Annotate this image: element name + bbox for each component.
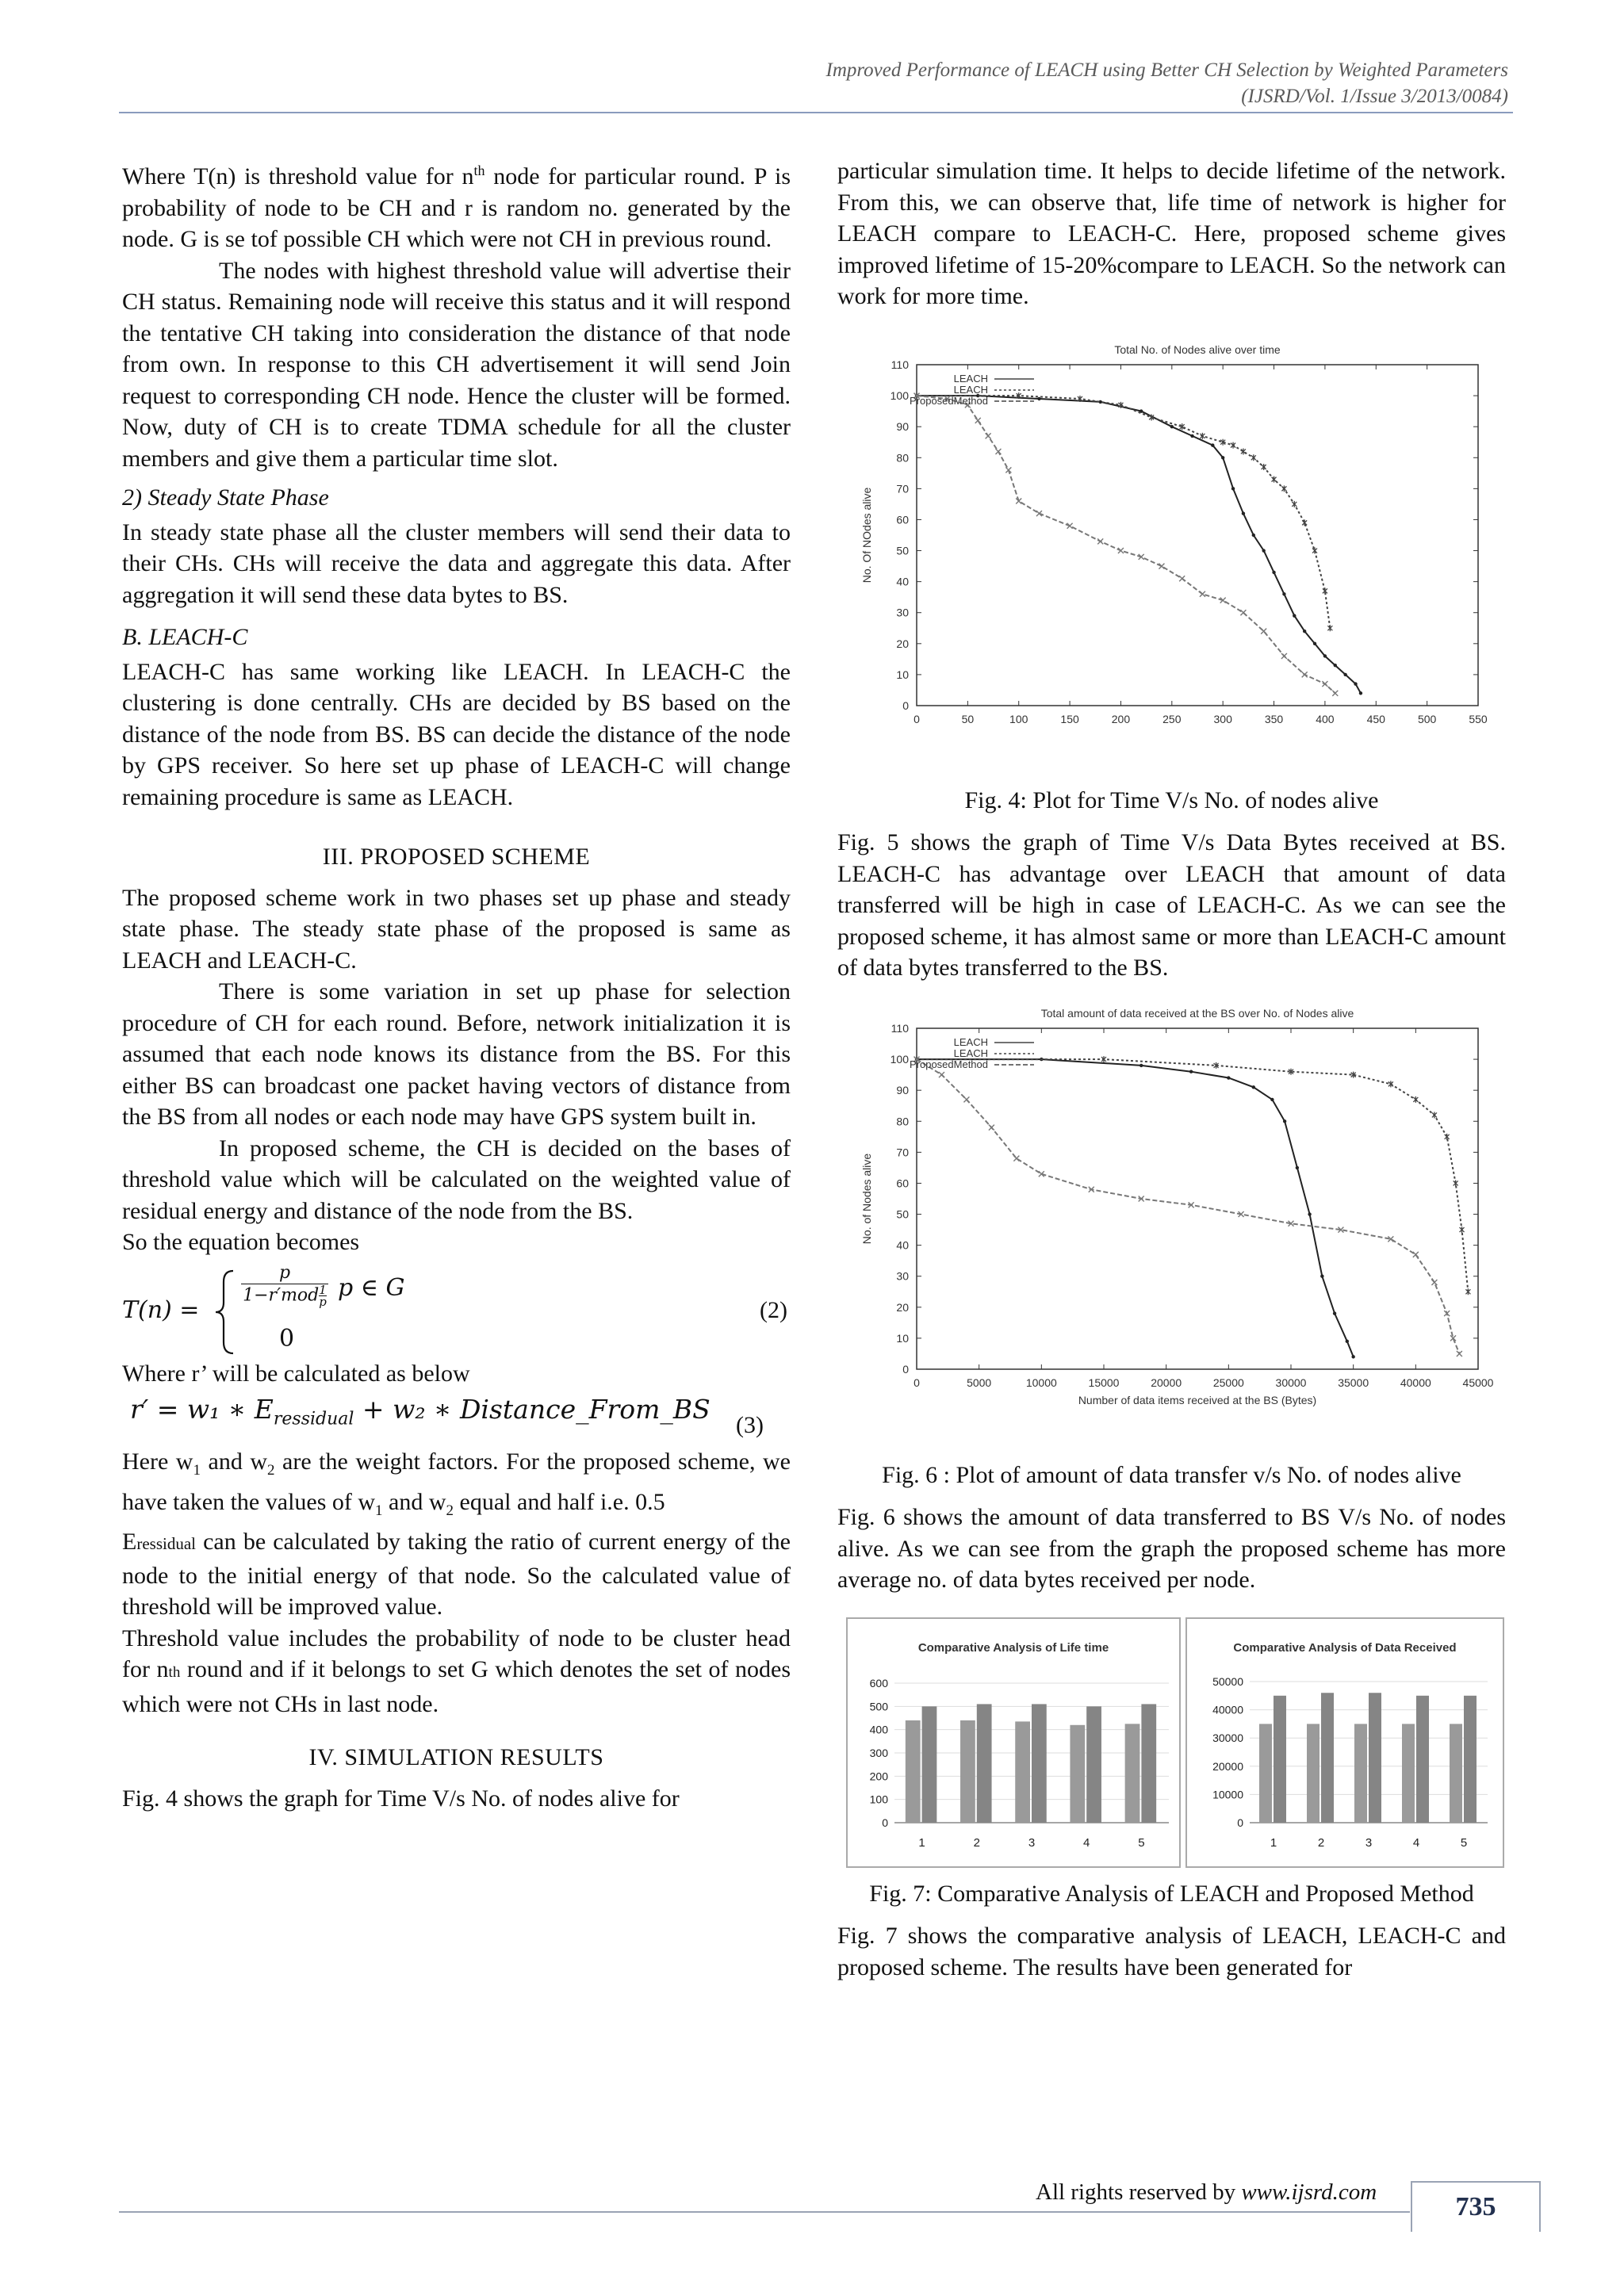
- data-point: [1296, 1165, 1299, 1169]
- data-point: [1334, 663, 1337, 666]
- y-tick-label: 50000: [1212, 1674, 1243, 1688]
- y-tick-label: 70: [896, 1145, 909, 1158]
- x-tick-label: 100: [1009, 712, 1028, 725]
- data-point: [1240, 610, 1246, 615]
- figure-4-line-chart: [837, 333, 1506, 777]
- paragraph: Eressidual can be calculated by taking the ratio of current energy of the node to the initial energy of that node. So the calculated value of threshold will be improved value.: [122, 1529, 791, 1620]
- x-tick-label: 35000: [1338, 1376, 1369, 1389]
- y-tick-label: 0: [902, 1362, 909, 1376]
- brace-icon: [214, 1268, 238, 1357]
- y-tick-label: 20: [896, 637, 909, 650]
- bar-proposed: [1032, 1704, 1047, 1823]
- data-point: [1445, 1133, 1450, 1139]
- bar-proposed: [1086, 1706, 1101, 1823]
- footer-rule: [119, 2211, 1410, 2213]
- data-point: [986, 433, 991, 438]
- chart-title: Comparative Analysis of Data Received: [1233, 1640, 1457, 1655]
- x-tick-label: 5: [1138, 1835, 1145, 1850]
- x-tick-label: 450: [1366, 712, 1385, 725]
- data-point: [1320, 1274, 1323, 1277]
- figure-7-bar-charts: [837, 1615, 1506, 1870]
- bar-proposed: [1464, 1695, 1477, 1822]
- data-point: [1359, 691, 1362, 695]
- data-point: [1189, 1070, 1193, 1073]
- header-issue: (IJSRD/Vol. 1/Issue 3/2013/0084): [1241, 86, 1508, 107]
- y-axis-label: No. Of NOdes alive: [860, 487, 873, 583]
- y-tick-label: 600: [869, 1676, 888, 1689]
- page-number: 735: [1411, 2181, 1541, 2232]
- data-point: [1322, 681, 1327, 687]
- equation-2: T(n) = p 1−r′mod $\frac{1}{p}$ p ∈ G 0 (2): [122, 1263, 791, 1357]
- y-tick-label: 0: [882, 1816, 888, 1829]
- y-tick-label: 40: [896, 575, 909, 588]
- y-tick-label: 30: [896, 606, 909, 619]
- data-point: [1118, 548, 1124, 553]
- data-point: [1200, 591, 1205, 596]
- series-line-leach: [917, 1059, 1468, 1292]
- paragraph: In proposed scheme, the CH is decided on the bases of threshold value which will be calculated on the weighted value of residual energy and distance of the node from the BS.: [122, 1135, 791, 1224]
- paragraph: Where r’ will be calculated as below: [122, 1360, 470, 1387]
- x-tick-label: 1: [918, 1835, 925, 1850]
- y-tick-label: 20000: [1212, 1759, 1243, 1773]
- data-point: [1262, 549, 1265, 552]
- series-line-leach: [917, 1059, 1354, 1357]
- paragraph: In steady state phase all the cluster members will send their data to their CHs. CHs will receive the data and aggregate this data. After aggregation it will send these data bytes to BS.: [122, 519, 791, 608]
- y-tick-label: 50: [896, 544, 909, 557]
- bar-leach: [960, 1720, 975, 1822]
- data-point: [1252, 533, 1255, 536]
- y-tick-label: 500: [869, 1699, 888, 1712]
- bar-leach: [906, 1720, 921, 1822]
- data-point: [989, 1124, 994, 1130]
- y-tick-label: 10000: [1212, 1787, 1243, 1800]
- x-tick-label: 40000: [1400, 1376, 1431, 1389]
- equation-3: r′ = w₁ ∗ $E_{ressidual} + w_2$ ∗ Distance_From_BS (3): [122, 1394, 791, 1445]
- y-tick-label: 50: [896, 1207, 909, 1221]
- paragraph: Where T(n) is threshold value for $n^{th}$ node for particular round. P is probability of node to be CH and r is random no. generated by the node. G is se tof possible CH which were not CH in previous round.: [122, 163, 791, 252]
- data-point: [1283, 1119, 1286, 1123]
- y-tick-label: 10: [896, 1331, 909, 1345]
- y-tick-label: 100: [890, 388, 909, 402]
- data-point: [1460, 1226, 1465, 1233]
- y-tick-label: 400: [869, 1723, 888, 1736]
- x-tick-label: 0: [914, 1376, 920, 1389]
- y-tick-label: 20: [896, 1300, 909, 1314]
- data-point: [1221, 456, 1224, 459]
- x-tick-label: 3: [1028, 1835, 1036, 1850]
- data-point: [1139, 1063, 1143, 1066]
- paragraph: There is some variation in set up phase for selection procedure of CH for each round. Before, network initialization it is assumed that each node knows its distance from the BS. For this either BS can broadcast one packet having vectors of distance from the BS from all nodes or each node may have GPS system built in.: [122, 978, 791, 1130]
- paragraph: Fig. 7 shows the comparative analysis of LEACH, LEACH-C and proposed scheme. The results have been generated for: [837, 1923, 1506, 1980]
- y-axis-label: No. of Nodes alive: [860, 1153, 873, 1244]
- x-tick-label: 2: [973, 1835, 980, 1850]
- x-tick-label: 5000: [967, 1376, 992, 1389]
- data-point: [1323, 654, 1327, 657]
- plot-frame: [917, 1028, 1478, 1369]
- data-point: [1327, 625, 1332, 631]
- data-point: [1354, 682, 1357, 685]
- data-point: [1262, 464, 1266, 470]
- section-heading-simulation: IV. SIMULATION RESULTS: [308, 1744, 604, 1770]
- equation-number: (3): [736, 1412, 764, 1438]
- data-point: [1252, 1085, 1255, 1089]
- chart-title: Comparative Analysis of Life time: [917, 1640, 1109, 1655]
- x-tick-label: 250: [1162, 712, 1182, 725]
- data-point: [1308, 1212, 1311, 1215]
- data-point: [1333, 1311, 1336, 1314]
- legend-label: ProposedMethod: [909, 394, 988, 407]
- y-tick-label: 30000: [1212, 1731, 1243, 1744]
- bar-leach: [1259, 1724, 1272, 1823]
- x-tick-label: 10000: [1025, 1376, 1057, 1389]
- figure-6: [837, 997, 1506, 1441]
- paragraph: Fig. 4 shows the graph for Time V/s No. of nodes alive for: [122, 1785, 680, 1812]
- legend-label: LEACH: [953, 1035, 988, 1048]
- data-point: [1211, 443, 1214, 446]
- y-tick-label: 90: [896, 1083, 909, 1096]
- series-line-proposedmethod: [917, 396, 1335, 693]
- running-header: [826, 57, 1509, 109]
- subheading-leach-c: B. LEACH-C: [122, 624, 248, 650]
- y-tick-label: 90: [896, 419, 909, 433]
- y-tick-label: 60: [896, 512, 909, 526]
- data-point: [1282, 592, 1285, 595]
- subheading-steady-state: 2) Steady State Phase: [122, 484, 329, 511]
- data-point: [1281, 485, 1286, 492]
- figure-4-caption: Fig. 4: Plot for Time V/s No. of nodes alive: [964, 786, 1379, 813]
- footer-url[interactable]: www.ijsrd.com: [1241, 2179, 1377, 2205]
- paragraph: Fig. 5 shows the graph of Time V/s Data Bytes received at BS. LEACH-C has advantage over LEACH that amount of data transferred will be high in case of LEACH-C. As we can see the proposed scheme, it has almost same or more than LEACH-C amount of data bytes transferred to the BS.: [837, 829, 1506, 981]
- data-point: [1227, 1076, 1230, 1079]
- y-tick-label: 100: [869, 1793, 888, 1806]
- left-column: [122, 155, 791, 1814]
- figure-7: [837, 1615, 1506, 1870]
- figure-6-line-chart: [837, 997, 1506, 1441]
- data-point: [1323, 587, 1327, 594]
- x-tick-label: 4: [1412, 1835, 1420, 1850]
- figure-6-caption: Fig. 6 : Plot of amount of data transfer v/s No. of nodes alive: [882, 1461, 1461, 1488]
- header-title: Improved Performance of LEACH using Better CH Selection by Weighted Parameters: [825, 59, 1508, 81]
- x-tick-label: 0: [914, 712, 920, 725]
- paragraph: particular simulation time. It helps to decide lifetime of the network. From this, we can observe that, life time of network is higher for LEACH compare to LEACH-C. Here, proposed scheme gives improved lifetime of 15-20%compare to LEACH. So the network can work for more time.: [837, 158, 1506, 309]
- data-point: [1241, 448, 1246, 454]
- series-line-leach: [917, 396, 1330, 628]
- legend-label: LEACH: [953, 1047, 988, 1059]
- y-tick-label: 100: [890, 1052, 909, 1066]
- y-tick-label: 80: [896, 1114, 909, 1127]
- y-tick-label: 0: [1237, 1816, 1243, 1829]
- data-point: [1413, 1251, 1419, 1257]
- plot-frame: [917, 365, 1478, 706]
- y-tick-label: 40000: [1212, 1703, 1243, 1716]
- data-point: [1272, 570, 1275, 573]
- figure-4: [837, 333, 1506, 777]
- y-tick-label: 70: [896, 481, 909, 495]
- footer-rights: All rights reserved by www.ijsrd.com: [1036, 2179, 1377, 2205]
- data-point: [1292, 500, 1297, 507]
- x-tick-label: 150: [1060, 712, 1079, 725]
- x-tick-label: 2: [1317, 1835, 1325, 1850]
- y-tick-label: 60: [896, 1176, 909, 1189]
- data-point: [939, 1072, 944, 1077]
- bar-proposed: [977, 1704, 992, 1823]
- data-point: [1272, 476, 1277, 482]
- data-point: [1346, 1339, 1349, 1342]
- x-tick-label: 50: [961, 712, 975, 725]
- data-point: [1179, 576, 1185, 581]
- bar-leach: [1015, 1721, 1030, 1823]
- figure-7-caption: Fig. 7: Comparative Analysis of LEACH and Proposed Method: [869, 1880, 1474, 1907]
- data-point: [1170, 424, 1174, 427]
- data-point: [963, 1096, 969, 1102]
- paragraph: Threshold value includes the probability of node to be cluster head for nth round and if it belongs to set G which denotes the set of nodes which were not CHs in last node.: [122, 1624, 791, 1717]
- paragraph: Fig. 6 shows the amount of data transferred to BS V/s No. of nodes alive. As we can see from the graph the proposed scheme has more average no. of data bytes received per node.: [837, 1504, 1506, 1593]
- y-tick-label: 80: [896, 450, 909, 464]
- legend-label: ProposedMethod: [909, 1058, 988, 1070]
- bar-leach: [1354, 1724, 1367, 1823]
- data-point: [1388, 1081, 1393, 1087]
- series-line-leach: [917, 396, 1361, 693]
- x-tick-label: 20000: [1151, 1376, 1182, 1389]
- x-tick-label: 4: [1083, 1835, 1090, 1850]
- data-point: [1343, 672, 1346, 675]
- data-point: [1261, 628, 1266, 633]
- x-axis-label: Number of data items received at the BS (Bytes): [1078, 1393, 1317, 1406]
- x-tick-label: 45000: [1462, 1376, 1494, 1389]
- x-tick-label: 25000: [1212, 1376, 1244, 1389]
- data-point: [1251, 454, 1256, 461]
- data-point: [1302, 519, 1307, 526]
- data-point: [1303, 629, 1306, 632]
- data-point: [1432, 1112, 1437, 1118]
- bar-proposed: [1141, 1704, 1156, 1823]
- data-point: [1190, 434, 1193, 437]
- bar-leach: [1402, 1724, 1415, 1823]
- paragraph: The proposed scheme work in two phases set up phase and steady state phase. The steady state phase of the proposed is same as LEACH and LEACH-C.: [122, 884, 791, 974]
- x-tick-label: 200: [1111, 712, 1131, 725]
- x-tick-label: 400: [1316, 712, 1335, 725]
- bar-leach: [1125, 1724, 1140, 1823]
- x-tick-label: 300: [1213, 712, 1232, 725]
- equation-number: (2): [760, 1296, 787, 1323]
- bar-proposed: [1369, 1693, 1381, 1823]
- y-tick-label: 110: [891, 1021, 909, 1035]
- data-point: [1413, 1096, 1418, 1102]
- data-point: [1242, 511, 1245, 515]
- legend-label: LEACH: [953, 383, 988, 396]
- bar-proposed: [922, 1706, 937, 1823]
- data-point: [1231, 442, 1235, 448]
- x-tick-label: 30000: [1275, 1376, 1307, 1389]
- paragraph: The nodes with highest threshold value will advertise their CH status. Remaining node will receive this status and it will respond the tentative CH taking into consideration the distance of that node from own. In response to this CH advertisement it will send Join request to corresponding CH node. Hence the cluster will be formed. Now, duty of CH is to create TDMA schedule for all the cluster members and give them a particular time slot.: [122, 257, 791, 472]
- bar-proposed: [1274, 1695, 1286, 1822]
- y-tick-label: 200: [869, 1769, 888, 1782]
- data-point: [1431, 1280, 1437, 1285]
- data-point: [1351, 1355, 1354, 1358]
- data-point: [1231, 487, 1235, 490]
- bar-proposed: [1321, 1693, 1334, 1823]
- x-tick-label: 350: [1264, 712, 1284, 725]
- chart-title: Total No. of Nodes alive over time: [1114, 342, 1281, 356]
- data-point: [1097, 538, 1103, 544]
- data-point: [1465, 1288, 1470, 1295]
- data-point: [1281, 652, 1287, 658]
- data-point: [975, 417, 981, 423]
- chart-title: Total amount of data received at the BS over No. of Nodes alive: [1040, 1006, 1354, 1020]
- data-point: [1013, 1155, 1019, 1161]
- bar-leach: [1450, 1724, 1462, 1823]
- x-tick-label: 5: [1460, 1835, 1468, 1850]
- bar-leach: [1070, 1724, 1085, 1822]
- bar-proposed: [1416, 1695, 1429, 1822]
- data-point: [1313, 641, 1316, 645]
- y-tick-label: 40: [896, 1238, 909, 1252]
- right-column: [837, 155, 1506, 1983]
- data-point: [1332, 690, 1338, 695]
- bar-leach: [1307, 1724, 1320, 1823]
- data-point: [1312, 547, 1317, 553]
- paragraph: So the equation becomes: [122, 1229, 360, 1255]
- x-tick-label: 15000: [1088, 1376, 1120, 1389]
- data-point: [995, 448, 1001, 453]
- data-point: [1078, 396, 1082, 402]
- data-point: [1270, 1097, 1274, 1100]
- x-tick-label: 1: [1270, 1835, 1277, 1850]
- y-tick-label: 0: [902, 698, 909, 712]
- legend-label: LEACH: [953, 372, 988, 385]
- paragraph: LEACH-C has same working like LEACH. In LEACH-C the clustering is done centrally. CHs are decided by BS based on the distance of the node from BS. BS can decide the distance of the node by GPS receiver. So here set up phase of LEACH-C will change remaining procedure is same as LEACH.: [122, 658, 791, 810]
- x-tick-label: 500: [1417, 712, 1437, 725]
- y-tick-label: 300: [869, 1746, 888, 1759]
- data-point: [1454, 1180, 1458, 1186]
- section-heading-proposed: III. PROPOSED SCHEME: [322, 844, 591, 870]
- series-line-proposedmethod: [917, 1059, 1459, 1353]
- data-point: [1101, 1056, 1106, 1062]
- y-tick-label: 10: [896, 668, 909, 681]
- y-tick-label: 30: [896, 1269, 909, 1283]
- data-point: [1293, 614, 1296, 617]
- paragraph: Here $w_1$ and $w_2$ are the weight factors. For the proposed scheme, we have taken the values of $w_1$ and $w_2$ equal and half i.e. 0.5: [122, 1448, 791, 1519]
- header-rule: [119, 112, 1513, 113]
- x-tick-label: 3: [1365, 1835, 1373, 1850]
- x-tick-label: 550: [1469, 712, 1488, 725]
- y-tick-label: 110: [891, 358, 909, 371]
